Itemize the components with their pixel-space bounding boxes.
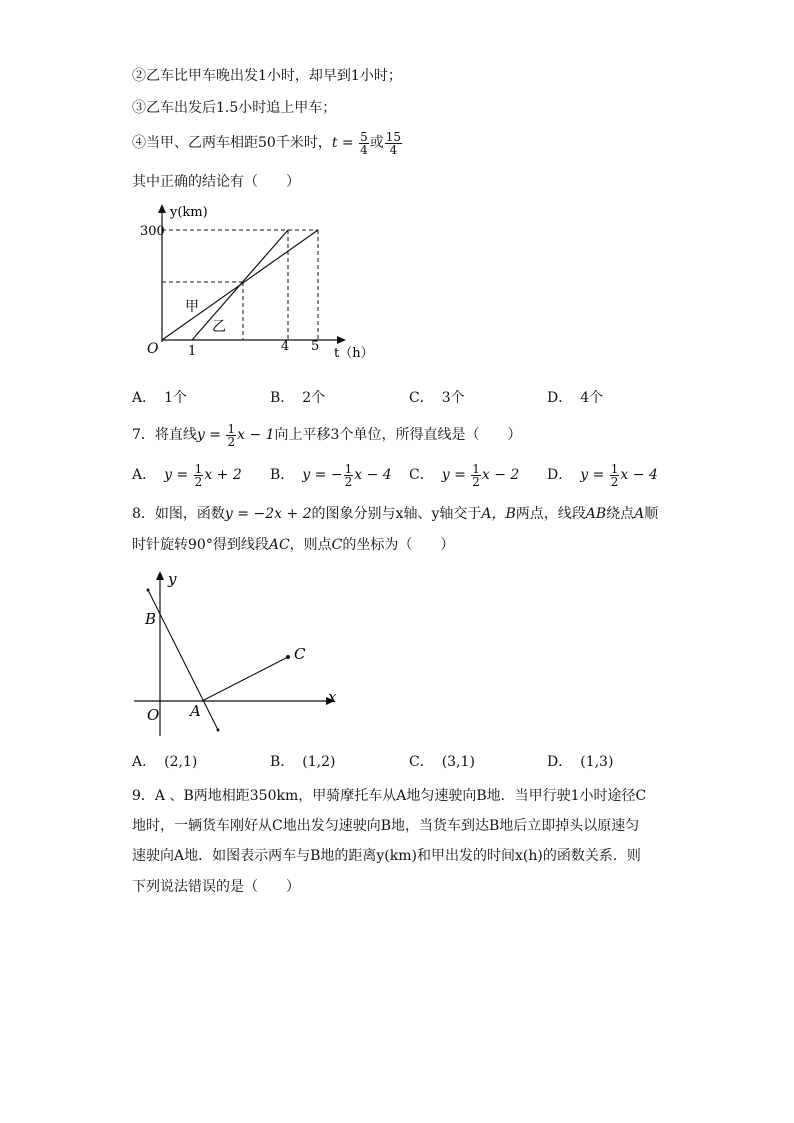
q8-option-c-text: (3,1) (441, 754, 475, 770)
q8-label-c: C (294, 645, 306, 663)
q6-option-a[interactable] (132, 388, 187, 408)
q7-option-b-pre: y = − (302, 467, 343, 483)
q6-y-label: y(km) (170, 205, 208, 220)
q8-option-c[interactable] (409, 752, 475, 772)
q6-option-c[interactable] (409, 388, 465, 408)
q8-origin: O (147, 706, 160, 724)
q8-text-a: 8．如图，函数 (132, 506, 225, 522)
q7-option-d-num: 1 (610, 461, 619, 476)
q7-option-a-pre: y = (164, 467, 193, 483)
q8-text-f: 时针旋转90°得到线段 (132, 537, 269, 553)
q7-option-d-frac (610, 463, 620, 488)
q7-option-d-key: D． (547, 467, 573, 483)
q8-x-label: x (328, 688, 337, 706)
q6-frac1-num: 5 (360, 129, 368, 144)
q7-option-a-frac (194, 463, 204, 488)
q7-option-a-key: A． (132, 467, 157, 483)
q7-rest: 向上平移3个单位，所得直线是（ ） (274, 427, 522, 443)
q8-points-ab: A，B (481, 506, 516, 522)
q8-text-g: ，则点 (289, 537, 332, 553)
q6-statement-3: ③乙车出发后1.5小时追上甲车； (132, 100, 337, 116)
q7-stem (132, 422, 521, 448)
q7-fraction (226, 423, 236, 448)
q6-option-b-key: B． (270, 390, 295, 406)
q6-option-c-text: 3个 (441, 390, 465, 406)
q7-frac-den: 2 (227, 434, 236, 449)
q7-option-c-key: C． (409, 467, 434, 483)
q7-option-b-key: B． (270, 467, 295, 483)
q8-option-d-key: D． (547, 754, 573, 770)
q6-fraction-2 (385, 131, 402, 156)
q6-frac1-den: 4 (360, 142, 368, 157)
q7-option-d-den: 2 (610, 474, 619, 489)
q7-option-d[interactable] (547, 462, 658, 488)
q7-option-b-frac (344, 463, 354, 488)
q7-option-c-den: 2 (472, 474, 480, 489)
q7-option-d-pre: y = (580, 467, 609, 483)
q6-var-t: t (331, 135, 338, 151)
q6-label-yi: 乙 (212, 319, 226, 335)
q9-stem-line-4: 下列说法错误的是（ ） (132, 879, 300, 895)
q6-or: 或 (369, 135, 384, 151)
q8-end-top (147, 589, 150, 592)
q6-origin: O (147, 341, 159, 357)
q8-option-b-key: B． (270, 754, 295, 770)
q8-y-arrow (156, 571, 164, 580)
q8-label-b: B (145, 610, 157, 628)
q8-option-c-key: C． (409, 754, 434, 770)
q6-statement-2: ②乙车比甲车晚出发1小时，却早到1小时； (132, 68, 402, 84)
q6-option-a-key: A． (132, 390, 157, 406)
q6-x-tick-4: 4 (281, 339, 290, 354)
q8-function: y = −2x + 2 (224, 506, 312, 522)
q6-fraction-1 (359, 131, 369, 156)
q8-option-d[interactable] (547, 752, 613, 772)
q6-x-tick-1: 1 (188, 344, 197, 359)
q7-option-a-num: 1 (194, 461, 203, 476)
q8-segment-ac-line (202, 657, 288, 701)
q8-point-c: C (331, 537, 343, 553)
q8-stem-line-1 (132, 504, 658, 524)
q7-option-b-num: 1 (344, 461, 353, 476)
q7-option-c[interactable] (409, 462, 519, 488)
q8-point-a: A (634, 506, 645, 522)
q8-end-bottom (217, 729, 220, 732)
q6-line-yi (192, 230, 288, 340)
q8-text-c: 两点，线段 (515, 506, 586, 522)
q6-graph (140, 200, 380, 370)
q7-number: 7．将直线 (132, 427, 197, 443)
q6-y-tick-300: 300 (140, 224, 165, 239)
q6-option-d[interactable] (547, 388, 603, 408)
q8-option-b[interactable] (270, 752, 336, 772)
q6-statement-4 (132, 130, 403, 156)
q7-option-a-post: x + 2 (204, 467, 242, 483)
q6-x-arrow (337, 336, 346, 344)
q6-statement-4-text: ④当甲、乙两车相距50千米时， (132, 135, 332, 151)
q7-expr-tail: x − 1 (237, 427, 275, 443)
q6-option-b-text: 2个 (302, 390, 326, 406)
q6-prompt: 其中正确的结论有（ ） (132, 174, 300, 190)
q8-option-d-text: (1,3) (580, 754, 614, 770)
q8-option-a-key: A． (132, 754, 157, 770)
q7-y-eq: y = (196, 427, 226, 443)
q8-text-e: 顺 (644, 506, 659, 522)
q8-stem-line-2 (132, 535, 454, 555)
q6-option-a-text: 1个 (164, 390, 188, 406)
q8-segment-ab: AB (585, 506, 607, 522)
q6-y-arrow (158, 204, 166, 213)
q8-text-h: 的坐标为（ ） (342, 537, 455, 553)
q8-segment-ac: AC (268, 537, 290, 553)
q7-frac-num: 1 (227, 421, 236, 436)
q7-option-c-pre: y = (441, 467, 471, 483)
q8-point-c-dot (286, 655, 290, 659)
q9-stem-line-2: 地时，一辆货车刚好从C地出发匀速驶向B地，当货车到达B地后立即掉头以原速匀 (132, 818, 640, 834)
q6-label-jia: 甲 (185, 299, 199, 315)
q8-y-label: y (168, 570, 177, 588)
q7-option-b[interactable] (270, 462, 392, 488)
q6-frac2-num: 15 (385, 129, 402, 144)
q9-stem-line-1: 9．A 、B两地相距350km，甲骑摩托车从A地匀速驶向B地．当甲行驶1小时途径C (132, 788, 647, 804)
q8-graph (132, 566, 352, 738)
q6-x-tick-5: 5 (311, 339, 320, 354)
q7-option-a-den: 2 (194, 474, 203, 489)
q8-option-a-text: (2,1) (164, 754, 198, 770)
q8-text-d: 绕点 (606, 506, 635, 522)
q6-option-d-key: D． (547, 390, 573, 406)
q8-option-a[interactable] (132, 752, 197, 772)
q6-option-c-key: C． (409, 390, 434, 406)
q7-option-c-post: x − 2 (481, 467, 520, 483)
q6-frac2-den: 4 (389, 142, 398, 157)
q7-option-d-post: x − 4 (620, 467, 658, 483)
q6-option-b[interactable] (270, 388, 325, 408)
q6-option-d-text: 4个 (580, 390, 604, 406)
q8-label-a: A (190, 702, 201, 720)
q7-option-a[interactable] (132, 462, 242, 488)
q6-x-label: t（h） (334, 346, 374, 361)
q7-option-c-num: 1 (472, 461, 480, 476)
q7-option-b-post: x − 4 (354, 467, 392, 483)
q7-option-b-den: 2 (344, 474, 353, 489)
q8-text-b: 的图象分别与x轴、y轴交于 (311, 506, 482, 522)
q6-equals: = (341, 135, 354, 151)
q7-option-c-frac (471, 463, 481, 488)
q9-stem-line-3: 速驶向A地．如图表示两车与B地的距离y(km)和甲出发的时间x(h)的函数关系．则 (132, 848, 641, 864)
q8-option-b-text: (1,2) (302, 754, 336, 770)
